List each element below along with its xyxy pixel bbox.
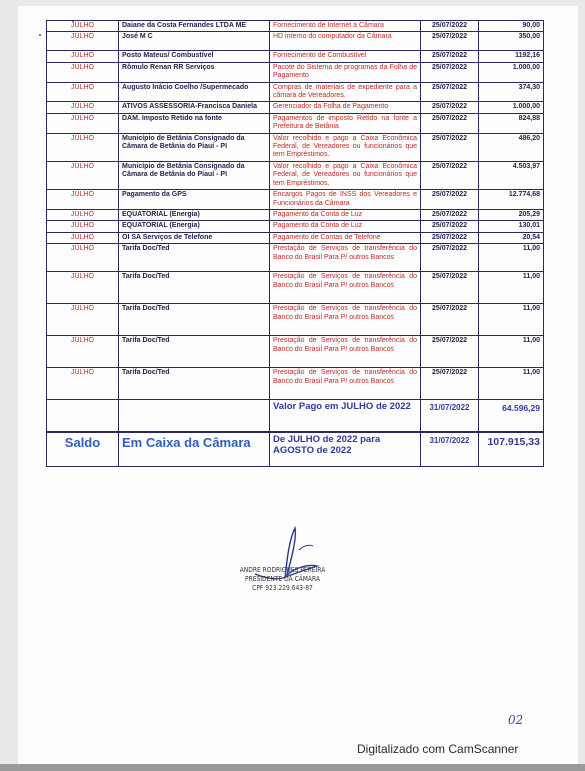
table-row — [47, 272, 544, 304]
total-blank — [119, 400, 270, 433]
saldo-period: De JULHO de 2022 para AGOSTO de 2022 — [270, 432, 421, 467]
table-row — [47, 190, 544, 210]
row-description: Fornecimento de Internet a Câmara — [270, 21, 421, 32]
bottom-edge — [0, 764, 585, 771]
row-description: Prestação de Serviços de transferência do Banco do Brasil Para P/ outros Bancos — [270, 272, 421, 304]
saldo-place: Em Caixa da Câmara — [119, 432, 270, 467]
row-date: 25/07/2022 — [421, 133, 479, 161]
row-date: 25/07/2022 — [421, 82, 479, 102]
row-value: 11,00 — [479, 336, 544, 368]
row-value: 824,88 — [479, 113, 544, 133]
signer-name: ANDRE RODRIGUES PEREIRA — [239, 566, 326, 574]
row-payee: DAM. Imposto Retido na fonte — [119, 113, 270, 133]
row-payee: Tarifa Doc/Ted — [119, 304, 270, 336]
row-date: 25/07/2022 — [421, 368, 479, 400]
row-description: Pagamento da Conta de Luz — [270, 221, 421, 232]
table-row — [47, 232, 544, 243]
row-payee: Tarifa Doc/Ted — [119, 368, 270, 400]
row-month: JULHO — [47, 272, 119, 304]
row-payee: OI SA Serviços de Telefone — [119, 232, 270, 243]
row-date: 25/07/2022 — [421, 51, 479, 62]
row-description: Compras de materiais de expediente para a câmara de Vereadores. — [270, 82, 421, 102]
row-month: JULHO — [47, 82, 119, 102]
table-row — [47, 51, 544, 62]
row-value: 374,30 — [479, 82, 544, 102]
row-date: 25/07/2022 — [421, 161, 479, 189]
saldo-row — [47, 432, 544, 467]
table-row — [47, 32, 544, 51]
row-date: 25/07/2022 — [421, 62, 479, 82]
table-row — [47, 368, 544, 400]
row-value: 11,00 — [479, 304, 544, 336]
row-value: 20,54 — [479, 232, 544, 243]
row-date: 25/07/2022 — [421, 209, 479, 220]
row-month: JULHO — [47, 113, 119, 133]
signer-cpf: CPF 923.229.643-87 — [252, 584, 313, 592]
row-month: JULHO — [47, 304, 119, 336]
total-blank — [47, 400, 119, 433]
row-description: Prestação de Serviços de transferência do Banco do Brasil Para P/ outros Bancos — [270, 368, 421, 400]
table-row — [47, 21, 544, 32]
table-row — [47, 113, 544, 133]
scan-speck — [39, 34, 41, 36]
row-month: JULHO — [47, 368, 119, 400]
row-month: JULHO — [47, 21, 119, 32]
row-month: JULHO — [47, 51, 119, 62]
row-description: Pagamentos de imposto Retido na fonte a Prefeitura de Betânia — [270, 113, 421, 133]
row-month: JULHO — [47, 232, 119, 243]
row-description: Prestação de Serviços de transferência do Banco do Brasil Para P/ outros Bancos — [270, 304, 421, 336]
row-date: 25/07/2022 — [421, 102, 479, 113]
row-payee: Município de Betânia Consignado da Câmara de Betânia do Piauí - PI — [119, 161, 270, 189]
row-value: 12.774,68 — [479, 190, 544, 210]
row-description: Pagamento da Conta de Luz — [270, 209, 421, 220]
table-row — [47, 62, 544, 82]
row-payee: Daiane da Costa Fernandes LTDA ME — [119, 21, 270, 32]
row-month: JULHO — [47, 209, 119, 220]
row-month: JULHO — [47, 190, 119, 210]
row-description: Prestação de Serviços de transferência do Banco do Brasil Para P/ outros Bancos — [270, 336, 421, 368]
row-description: Pacote do Sistema de programas da Folha de Pagamento — [270, 62, 421, 82]
row-date: 25/07/2022 — [421, 221, 479, 232]
row-payee: EQUATORIAL (Energia) — [119, 221, 270, 232]
row-date: 25/07/2022 — [421, 244, 479, 272]
row-payee: Tarifa Doc/Ted — [119, 336, 270, 368]
saldo-date: 31/07/2022 — [421, 432, 479, 467]
row-value: 486,20 — [479, 133, 544, 161]
row-payee: José M C — [119, 32, 270, 51]
row-date: 25/07/2022 — [421, 304, 479, 336]
row-description: Fornecimento de Combustível — [270, 51, 421, 62]
scanner-footer: Digitalizado com CamScanner — [357, 742, 519, 756]
table-row — [47, 221, 544, 232]
table-row — [47, 209, 544, 220]
row-month: JULHO — [47, 32, 119, 51]
row-payee: Município de Betânia Consignado da Câmara de Betânia do Piauí - PI — [119, 133, 270, 161]
signature-block — [212, 566, 352, 593]
row-value: 11,00 — [479, 244, 544, 272]
row-month: JULHO — [47, 244, 119, 272]
row-month: JULHO — [47, 102, 119, 113]
row-payee: Rômulo Renan RR Serviços — [119, 62, 270, 82]
row-payee: Tarifa Doc/Ted — [119, 244, 270, 272]
saldo-label: Saldo — [47, 432, 119, 467]
row-value: 350,00 — [479, 32, 544, 51]
row-value: 4.503,97 — [479, 161, 544, 189]
page-number: 02 — [508, 713, 524, 727]
row-description: Encargos Pagos de INSS dos Vereadores e Funcionários da Câmara — [270, 190, 421, 210]
row-payee: ATIVOS ASSESSORIA-Francisca Daniela — [119, 102, 270, 113]
row-description: Gerenciador da Folha de Pagamento — [270, 102, 421, 113]
row-month: JULHO — [47, 62, 119, 82]
row-value: 130,01 — [479, 221, 544, 232]
table-row — [47, 133, 544, 161]
table-row — [47, 161, 544, 189]
row-value: 11,00 — [479, 368, 544, 400]
total-row — [47, 400, 544, 433]
row-payee: Augusto Inácio Coelho /Supermecado — [119, 82, 270, 102]
total-value: 64.596,29 — [479, 400, 544, 433]
row-value: 1192,16 — [479, 51, 544, 62]
row-month: JULHO — [47, 133, 119, 161]
total-label: Valor Pago em JULHO de 2022 — [270, 400, 421, 433]
row-month: JULHO — [47, 161, 119, 189]
expense-table — [46, 20, 544, 467]
saldo-value: 107.915,33 — [479, 432, 544, 467]
row-date: 25/07/2022 — [421, 336, 479, 368]
total-date: 31/07/2022 — [421, 400, 479, 433]
row-description: Valor recolhido e pago a Caixa Econômica Federal, de Vereadores ou funcionários que tem Empréstimos. — [270, 133, 421, 161]
row-date: 25/07/2022 — [421, 113, 479, 133]
row-date: 25/07/2022 — [421, 232, 479, 243]
row-payee: Posto Mateus/ Combustível — [119, 51, 270, 62]
row-value: 90,00 — [479, 21, 544, 32]
row-month: JULHO — [47, 221, 119, 232]
row-date: 25/07/2022 — [421, 190, 479, 210]
row-date: 25/07/2022 — [421, 272, 479, 304]
table-row — [47, 244, 544, 272]
row-description: Prestação de Serviços de transferência do Banco do Brasil Para P/ outros Bancos — [270, 244, 421, 272]
row-payee: Pagamento da GPS — [119, 190, 270, 210]
row-date: 25/07/2022 — [421, 32, 479, 51]
table-row — [47, 336, 544, 368]
row-date: 25/07/2022 — [421, 21, 479, 32]
table-row — [47, 82, 544, 102]
row-description: Pagamento de Contas de Telefone — [270, 232, 421, 243]
row-value: 1.000,00 — [479, 102, 544, 113]
row-payee: Tarifa Doc/Ted — [119, 272, 270, 304]
table-row — [47, 304, 544, 336]
row-value: 205,29 — [479, 209, 544, 220]
row-payee: EQUATORIAL (Energia) — [119, 209, 270, 220]
row-description: HD interno do computador da Câmara — [270, 32, 421, 51]
signer-role: PRESIDENTE DA CÂMARA — [245, 575, 320, 583]
expense-rows — [47, 21, 544, 400]
row-month: JULHO — [47, 336, 119, 368]
row-value: 1.000,00 — [479, 62, 544, 82]
row-value: 11,00 — [479, 272, 544, 304]
row-description: Valor recolhido e pago a Caixa Econômica Federal, de Vereadores ou funcionários que tem Empréstimos. — [270, 161, 421, 189]
table-row — [47, 102, 544, 113]
